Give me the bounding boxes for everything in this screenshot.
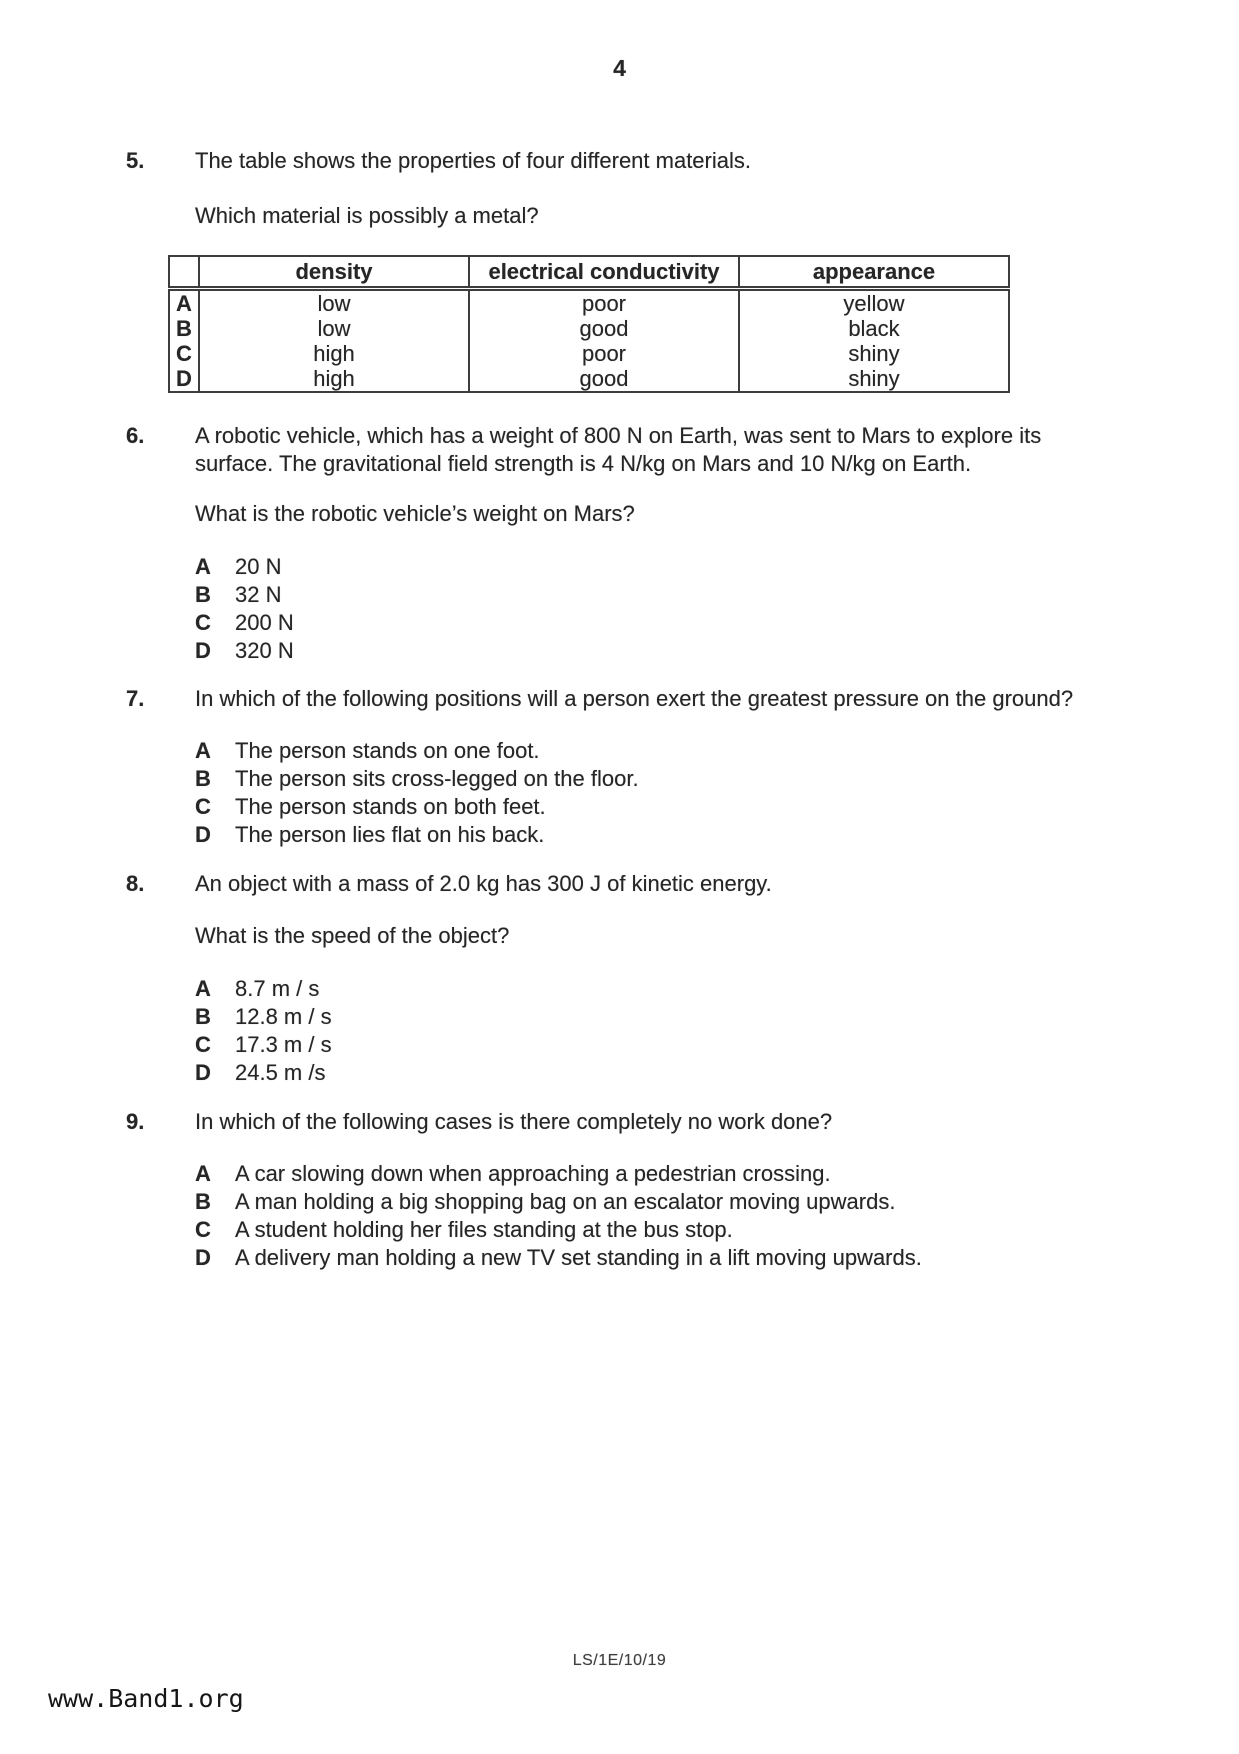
table-corner-cell: [169, 256, 199, 289]
option-letter: C: [195, 610, 211, 635]
option-text: 12.8 m / s: [235, 1004, 332, 1029]
table-row: [169, 316, 1009, 341]
question-7-stem: In which of the following positions will a person exert the greatest pressure on the ground?: [195, 686, 1074, 711]
option-letter: C: [195, 794, 211, 819]
option-text: 200 N: [235, 610, 294, 635]
option-row: [195, 553, 1025, 581]
question-7-options: [195, 737, 1025, 849]
question-5-number: 5.: [126, 148, 145, 173]
page-number: 4: [613, 55, 626, 81]
cell-density: high: [199, 366, 469, 392]
option-letter: C: [195, 1032, 211, 1057]
option-text: 320 N: [235, 638, 294, 663]
option-letter: A: [195, 738, 211, 763]
question-9-stem: In which of the following cases is there completely no work done?: [195, 1109, 833, 1134]
cell-appearance: yellow: [739, 289, 1009, 317]
cell-conductivity: poor: [469, 341, 739, 366]
table-row: [169, 366, 1009, 392]
table-header-row: [169, 256, 1009, 289]
option-letter: A: [195, 554, 211, 579]
option-row: [195, 581, 1025, 609]
option-text: 20 N: [235, 554, 282, 579]
option-row: [195, 765, 1025, 793]
option-letter: D: [195, 638, 211, 663]
cell-density: high: [199, 341, 469, 366]
option-letter: D: [195, 1245, 211, 1270]
table-header-density: density: [199, 256, 469, 289]
option-row: [195, 1244, 1025, 1272]
option-letter: A: [195, 1161, 211, 1186]
cell-appearance: shiny: [739, 366, 1009, 392]
paper-reference-code: LS/1E/10/19: [572, 1652, 667, 1669]
cell-conductivity: good: [469, 366, 739, 392]
option-row: [195, 1003, 1025, 1031]
option-text: A car slowing down when approaching a pedestrian crossing.: [235, 1161, 831, 1186]
option-letter: A: [195, 976, 211, 1001]
question-6-stem-line-1: A robotic vehicle, which has a weight of 800 N on Earth, was sent to Mars to explore its: [195, 423, 1042, 448]
option-text: The person stands on both feet.: [235, 794, 546, 819]
row-label: A: [169, 289, 199, 317]
question-9-options: [195, 1160, 1025, 1272]
option-text: A student holding her files standing at the bus stop.: [235, 1217, 733, 1242]
option-text: 24.5 m /s: [235, 1060, 326, 1085]
table-row: [169, 289, 1009, 317]
materials-properties-table: [168, 255, 1010, 393]
question-8-subquestion: What is the speed of the object?: [195, 923, 510, 948]
question-8-stem: An object with a mass of 2.0 kg has 300 J of kinetic energy.: [195, 871, 772, 896]
question-6-subquestion: What is the robotic vehicle’s weight on Mars?: [195, 501, 635, 526]
option-row: [195, 1031, 1025, 1059]
table-header-conductivity: electrical conductivity: [469, 256, 739, 289]
cell-conductivity: good: [469, 316, 739, 341]
option-row: [195, 637, 1025, 665]
question-9-number: 9.: [126, 1109, 145, 1134]
cell-appearance: shiny: [739, 341, 1009, 366]
option-letter: B: [195, 582, 211, 607]
question-5-stem: The table shows the properties of four different materials.: [195, 148, 751, 173]
table-header-appearance: appearance: [739, 256, 1009, 289]
option-text: 8.7 m / s: [235, 976, 320, 1001]
option-row: [195, 975, 1025, 1003]
row-label: D: [169, 366, 199, 392]
option-text: The person stands on one foot.: [235, 738, 540, 763]
option-row: [195, 1188, 1025, 1216]
question-6-number: 6.: [126, 423, 145, 448]
row-label: C: [169, 341, 199, 366]
question-5-subquestion: Which material is possibly a metal?: [195, 203, 539, 228]
option-letter: B: [195, 1189, 211, 1214]
question-7-number: 7.: [126, 686, 145, 711]
cell-appearance: black: [739, 316, 1009, 341]
option-row: [195, 793, 1025, 821]
option-row: [195, 609, 1025, 637]
website-watermark: www.Band1.org: [48, 1684, 244, 1713]
row-label: B: [169, 316, 199, 341]
question-6-stem-line-2: surface. The gravitational field strength is 4 N/kg on Mars and 10 N/kg on Earth.: [195, 451, 972, 476]
option-text: A delivery man holding a new TV set standing in a lift moving upwards.: [235, 1245, 922, 1270]
cell-density: low: [199, 316, 469, 341]
option-row: [195, 1160, 1025, 1188]
option-text: 17.3 m / s: [235, 1032, 332, 1057]
option-row: [195, 1216, 1025, 1244]
option-letter: D: [195, 822, 211, 847]
option-letter: B: [195, 766, 211, 791]
option-letter: D: [195, 1060, 211, 1085]
cell-conductivity: poor: [469, 289, 739, 317]
option-row: [195, 1059, 1025, 1087]
option-row: [195, 737, 1025, 765]
option-text: 32 N: [235, 582, 282, 607]
question-6-options: [195, 553, 1025, 665]
option-row: [195, 821, 1025, 849]
option-letter: C: [195, 1217, 211, 1242]
cell-density: low: [199, 289, 469, 317]
option-text: A man holding a big shopping bag on an escalator moving upwards.: [235, 1189, 896, 1214]
option-letter: B: [195, 1004, 211, 1029]
option-text: The person sits cross-legged on the floor.: [235, 766, 639, 791]
option-text: The person lies flat on his back.: [235, 822, 545, 847]
table-row: [169, 341, 1009, 366]
question-8-options: [195, 975, 1025, 1087]
question-8-number: 8.: [126, 871, 145, 896]
